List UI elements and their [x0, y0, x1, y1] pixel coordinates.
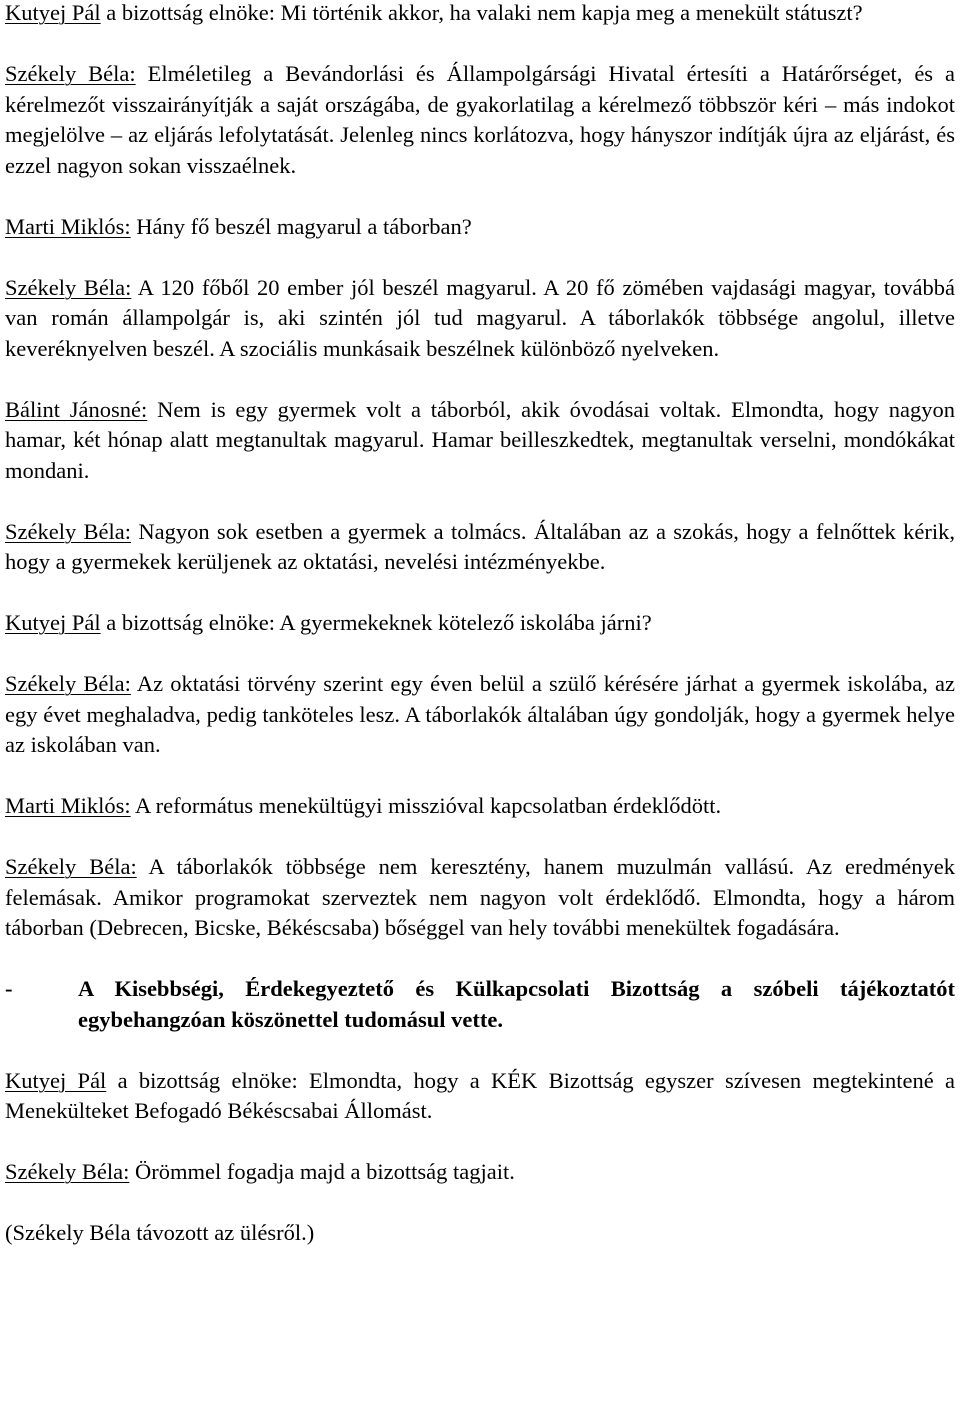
speaker-name: Bálint Jánosné: [5, 396, 148, 422]
document-page [5, 0, 955, 1249]
speaker-name: Székely Béla: [5, 854, 137, 879]
speech-text: a bizottság elnöke: Elmondta, hogy a KÉK Bizottság egyszer szívesen megtekintené a Menekülteket Befogadó Békéscsabai Állomást. [5, 1067, 955, 1123]
speaker-name: Székely Béla: [5, 671, 131, 696]
bullet-dash: - [5, 976, 13, 1001]
transcript-entry [5, 791, 955, 822]
transcript-entry [5, 608, 955, 639]
speaker-name: Székely Béla: [5, 518, 132, 544]
speech-text: Örömmel fogadja majd a bizottság tagjait. [129, 1159, 515, 1184]
speaker-name: Kutyej Pál [5, 1067, 107, 1093]
transcript-entry [5, 669, 955, 761]
transcript-entry [5, 273, 955, 365]
speaker-name: Marti Miklós: [5, 213, 131, 239]
resolution-text: A Kisebbségi, Érdekegyeztető és Külkapcsolati Bizottság a szóbeli tájékoztatót egybehangzóan köszönettel tudomásul vette. [78, 976, 955, 1032]
transcript-entry [5, 212, 955, 243]
transcript-entry [5, 59, 955, 181]
speech-text: a bizottság elnöke: Mi történik akkor, ha valaki nem kapja meg a menekült státuszt? [100, 0, 863, 25]
speech-text: a bizottság elnöke: A gyermekeknek kötelező iskolába járni? [100, 610, 652, 635]
speech-text: Az oktatási törvény szerint egy éven belül a szülő kérésére járhat a gyermek iskolába, az egy évet meghaladva, pedig tanköteles lesz. A táborlakók általában úgy gondolják, hogy a gyermek helye az iskolában van. [5, 671, 955, 757]
transcript-entry [5, 1157, 955, 1188]
speaker-name: Marti Miklós: [5, 793, 131, 818]
transcript-entry [5, 395, 955, 487]
speaker-name: Székely Béla: [5, 1159, 130, 1184]
transcript-entry [5, 517, 955, 578]
transcript-entry [5, 852, 955, 944]
speech-text: A 120 főből 20 ember jól beszél magyarul. A 20 fő zömében vajdasági magyar, továbbá van román állampolgár is, aki szintén jól tud magyarul. A táborlakók többsége angolul, illetve keveréknyelven beszél. A szociális munkásaik beszélnek különböző nyelveken. [5, 274, 955, 361]
speech-text: Hány fő beszél magyarul a táborban? [130, 213, 472, 239]
final-note: (Székely Béla távozott az ülésről.) [5, 1220, 315, 1245]
speech-text: A táborlakók többsége nem keresztény, hanem muzulmán vallású. Az eredmények felemásak. Amikor programokat szerveztek nem nagyon volt érdeklődő. Elmondta, hogy a három táborban (Debrecen, Bicske, Békéscsaba) bőséggel van hely további menekültek fogadására. [5, 854, 955, 940]
transcript-entry [5, 0, 955, 29]
speech-text: Nagyon sok esetben a gyermek a tolmács. Általában az a szokás, hogy a felnőttek kérik, hogy a gyermekek kerüljenek az oktatási, nevelési intézményekbe. [5, 518, 955, 574]
speaker-name: Kutyej Pál [5, 610, 101, 635]
speaker-name: Kutyej Pál [5, 0, 101, 25]
speaker-name: Székely Béla: [5, 61, 136, 86]
resolution-item [5, 974, 955, 1035]
speech-text: Elméletileg a Bevándorlási és Állampolgársági Hivatal értesíti a Határőrséget, és a kérelmezőt visszairányítják a saját országába, de gyakorlatilag a kérelmező többször kéri – más indokot megjelölve – az eljárás lefolytatását. Jelenleg nincs korlátozva, hogy hányszor indítják újra az eljárást, és ezzel nagyon sokan visszaélnek. [5, 61, 955, 178]
speech-text: Nem is egy gyermek volt a táborból, akik óvodásai voltak. Elmondta, hogy nagyon hamar, két hónap alatt megtanultak magyarul. Hamar beilleszkedtek, megtanultak verselni, mondókákat mondani. [5, 396, 955, 483]
transcript-entry [5, 1066, 955, 1127]
speaker-name: Székely Béla: [5, 274, 132, 300]
speech-text: A református menekültügyi misszióval kapcsolatban érdeklődött. [130, 793, 722, 818]
